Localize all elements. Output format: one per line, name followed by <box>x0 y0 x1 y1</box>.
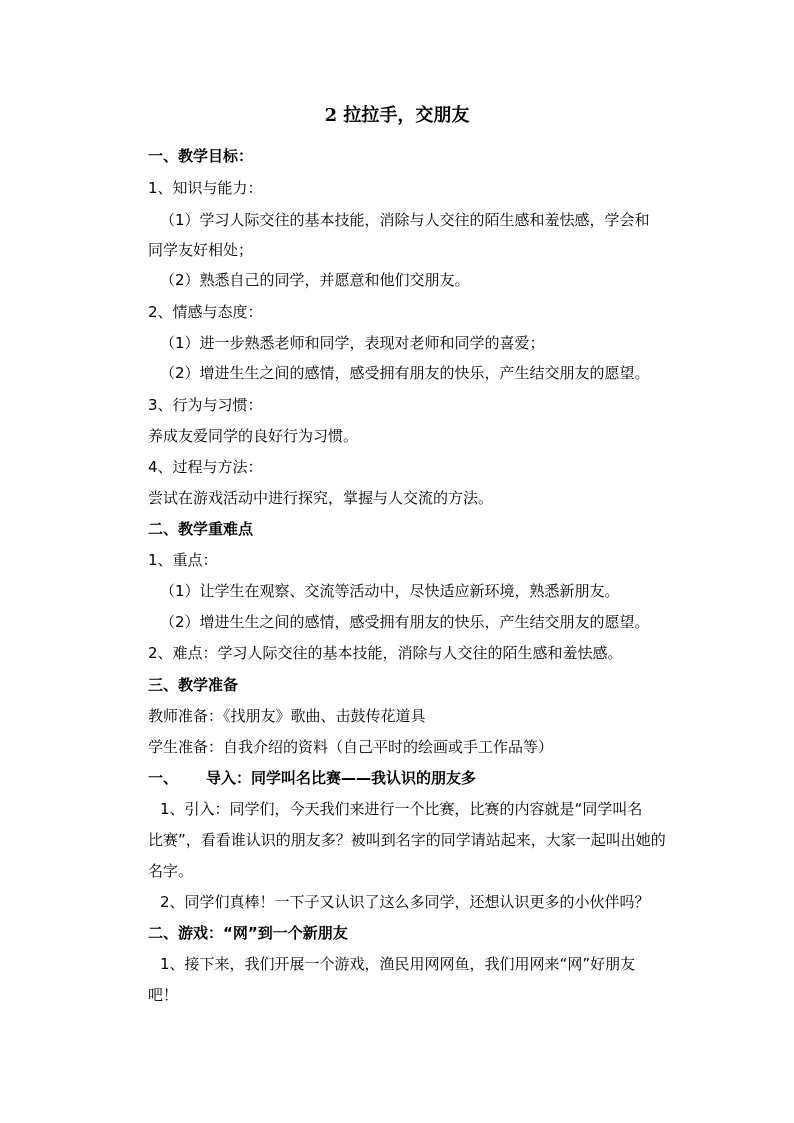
paragraph-line: 1、引入：同学们，今天我们来进行一个比赛，比赛的内容就是“同学叫名 <box>160 800 643 818</box>
subheading-key: 1、重点： <box>148 551 218 569</box>
paragraph-line: （1）让学生在观察、交流等活动中，尽快适应新环境，熟悉新朋友。 <box>160 582 620 600</box>
section-heading-preparation: 三、教学准备 <box>148 676 239 694</box>
paragraph-line: （2）增进生生之间的感情，感受拥有朋友的快乐，产生结交朋友的愿望。 <box>160 613 650 631</box>
paragraph-line: 同学友好相处； <box>148 241 254 259</box>
paragraph-line: 学生准备：自我介绍的资料（自己平时的绘画或手工作品等） <box>148 738 554 756</box>
paragraph-line: （1）进一步熟悉老师和同学，表现对老师和同学的喜爱； <box>160 334 545 352</box>
subheading-knowledge: 1、知识与能力： <box>148 179 263 197</box>
heading-number: 一、 <box>148 769 179 787</box>
paragraph-line: 比赛”，看看谁认识的朋友多？被叫到名字的同学请站起来，大家一起叫出她的 <box>148 831 666 849</box>
paragraph-line: 名字。 <box>148 862 194 880</box>
paragraph-line: 吧！ <box>148 986 179 1004</box>
paragraph-line: 2、难点：学习人际交往的基本技能，消除与人交往的陌生感和羞怯感。 <box>148 644 623 662</box>
paragraph-line: 2、同学们真棒！一下子又认识了这么多同学，还想认识更多的小伙伴吗？ <box>160 893 650 911</box>
page-title: 2 拉拉手，交朋友 <box>324 105 470 126</box>
paragraph-line: 1、接下来，我们开展一个游戏，渔民用网网鱼，我们用网来“网”好朋友 <box>160 955 636 973</box>
paragraph-line: 教师准备：《找朋友》歌曲、击鼓传花道具 <box>148 707 426 725</box>
section-heading-game: 二、游戏：“网”到一个新朋友 <box>148 924 348 942</box>
subheading-process: 4、过程与方法： <box>148 458 263 476</box>
subheading-emotion: 2、情感与态度： <box>148 303 263 321</box>
paragraph-line: （2）增进生生之间的感情，感受拥有朋友的快乐，产生结交朋友的愿望。 <box>160 364 650 382</box>
paragraph-line: 养成友爱同学的良好行为习惯。 <box>148 427 359 445</box>
subheading-behavior: 3、行为与习惯： <box>148 396 263 414</box>
section-heading-keypoints: 二、教学重难点 <box>148 520 254 538</box>
section-heading-objectives: 一、教学目标： <box>148 147 254 165</box>
paragraph-line: （2）熟悉自己的同学，并愿意和他们交朋友。 <box>160 271 470 289</box>
heading-text: 导入：同学叫名比赛——我认识的朋友多 <box>206 769 477 787</box>
section-heading-intro <box>148 768 476 788</box>
paragraph-line: 尝试在游戏活动中进行探究，掌握与人交流的方法。 <box>148 489 494 507</box>
paragraph-line: （1）学习人际交往的基本技能，消除与人交往的陌生感和羞怯感，学会和 <box>160 211 650 229</box>
